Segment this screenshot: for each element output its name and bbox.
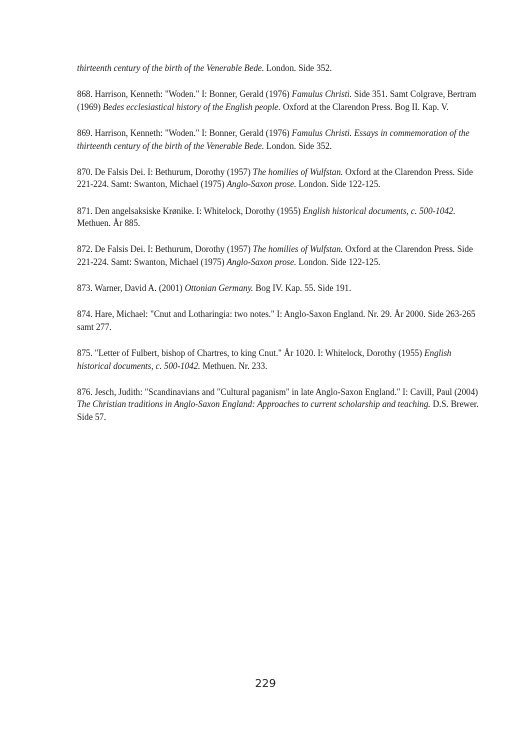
footnote-868 [77, 88, 479, 113]
footnote-text-segment: Oxford at the Clarendon Press. Side 221-224. Samt: Swanton, Michael (1975) [77, 166, 473, 190]
footnote-text-segment: 869. Harrison, Kenneth: "Woden." I: Bonner, Gerald (1976) [77, 127, 292, 138]
footnote-text-segment: Methuen. År 885. [77, 218, 141, 229]
footnote-text-segment: Famulus Christi. Essays in commemoration of the thirteenth century of the birth of the Venerable Bede. [77, 127, 470, 151]
footnote-text-segment: thirteenth century of the birth of the Venerable Bede. [77, 63, 265, 73]
footnote-text-segment: The homilies of Wulfstan. [252, 244, 343, 255]
footnote-list [77, 62, 479, 437]
footnote-text-segment: 876. Jesch, Judith: "Scandinavians and "Cultural paganism" in late Anglo-Saxon England." I: Cavill, Paul (2004) [77, 386, 478, 397]
footnote-text-segment: 871. Den angelsaksiske Krønike. I: Whitelock, Dorothy (1955) [77, 205, 303, 216]
footnote-text-segment: Methuen. Nr. 233. [200, 360, 268, 371]
footnote-869 [77, 127, 479, 152]
footnote-text-segment: 875. "Letter of Fulbert, bishop of Chartres, to king Cnut." År 1020. I: Whitelock, Dorothy (1955) [77, 348, 425, 359]
footnote-874 [77, 308, 479, 333]
footnote-text-segment: Oxford at the Clarendon Press. Side 221-224. Samt: Swanton, Michael (1975) [77, 244, 473, 267]
page-number: 229 [255, 677, 276, 690]
footnote-text-segment: Bog IV. Kap. 55. Side 191. [253, 283, 352, 294]
footnote-text-segment: Oxford at the Clarendon Press. Bog II. Kap. V. [280, 101, 449, 112]
footnote-text-segment: 870. De Falsis Dei. I: Bethurum, Dorothy (1957) [77, 166, 253, 177]
footnote-text-segment: Famulus Christi. [291, 89, 352, 100]
footnote-873 [77, 282, 479, 295]
footnote-text-segment: London. Side 352. [264, 140, 332, 151]
footnote-text-segment: English historical documents, c. 500-1042. [77, 348, 452, 371]
footnote-text-segment: 873. Warner, David A. (2001) [77, 283, 185, 294]
footnote-text-segment: The Christian traditions in Anglo-Saxon England: Approaches to current scholarship and teaching. [77, 399, 431, 410]
footnote-871 [77, 205, 479, 230]
footnote-text-segment: Bedes ecclesiastical history of the English people. [102, 101, 281, 112]
footnote-876 [77, 386, 479, 424]
footnote-cont [77, 62, 479, 75]
footnote-text-segment: London. Side 122-125. [296, 256, 381, 267]
footnote-text-segment: The homilies of Wulfstan. [252, 166, 343, 177]
footnote-text-segment: London. Side 352. [264, 63, 332, 73]
footnote-870 [77, 166, 479, 191]
footnote-text-segment: Ottonian Germany. [184, 283, 254, 294]
footnote-text-segment: 868. Harrison, Kenneth: "Woden." I: Bonner, Gerald (1976) [77, 89, 292, 100]
footnote-875 [77, 347, 479, 372]
footnote-text-segment: London. Side 122-125. [296, 179, 381, 190]
footnote-text-segment: 874. Hare, Michael: "Cnut and Lotharingia: two notes." I: Anglo-Saxon England. Nr. 29. År 2000. Side 263-265 samt 277. [77, 309, 476, 332]
footnote-text-segment: English historical documents, c. 500-1042. [302, 205, 456, 216]
footnote-text-segment: D.S. Brewer. Side 57. [77, 399, 479, 423]
footnote-text-segment: 872. De Falsis Dei. I: Bethurum, Dorothy (1957) [77, 244, 253, 255]
footnote-text-segment: Side 351. Samt Colgrave, Bertram (1969) [77, 89, 477, 112]
footnote-872 [77, 243, 479, 268]
footnote-text-segment: Anglo-Saxon prose. [226, 256, 297, 267]
footnote-text-segment: Anglo-Saxon prose. [226, 179, 297, 190]
